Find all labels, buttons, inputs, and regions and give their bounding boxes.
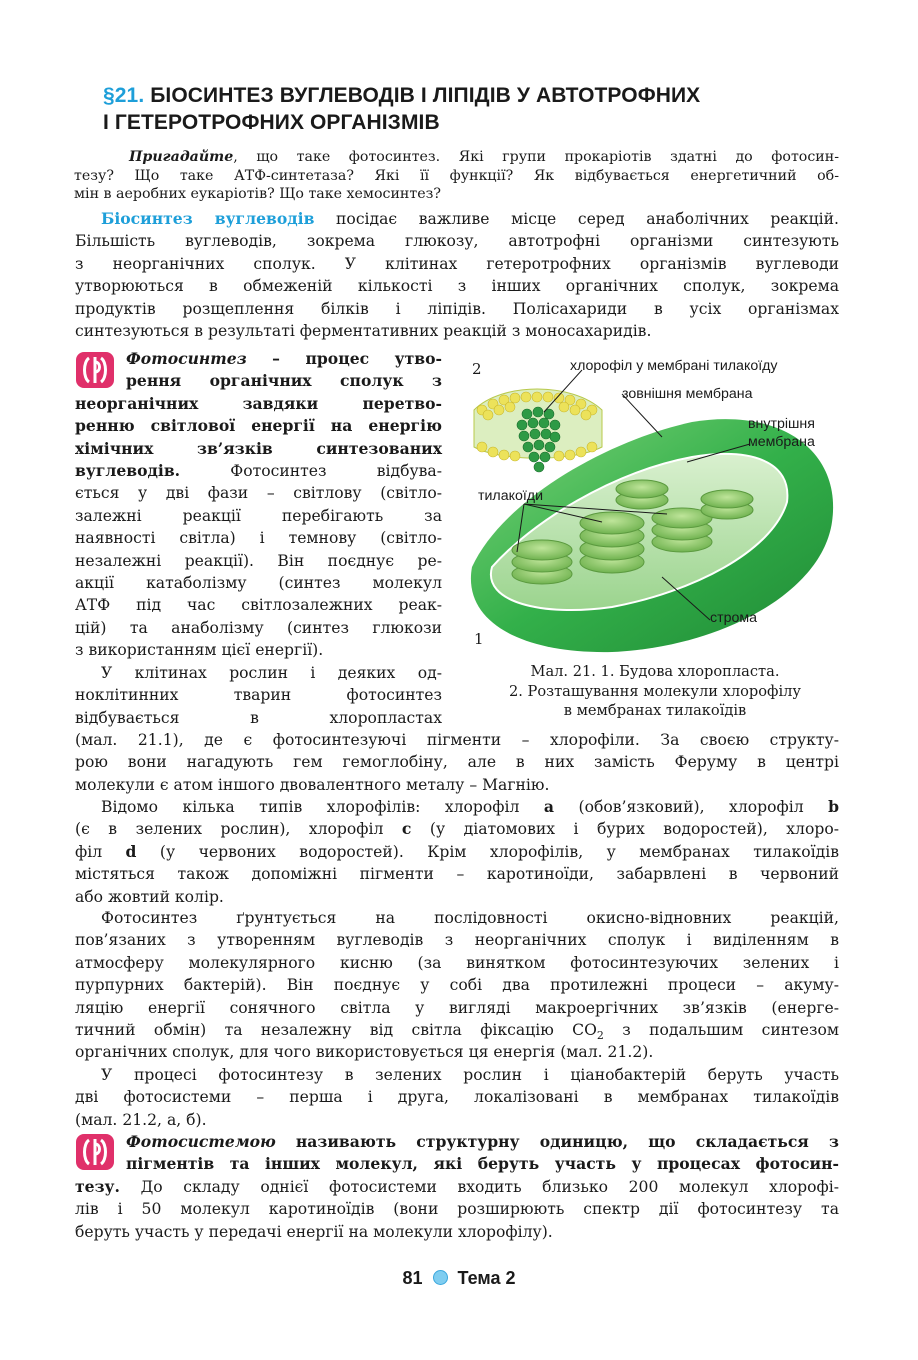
membrane-detail — [474, 389, 602, 472]
definition-text: вуглеводів. — [75, 461, 181, 481]
label-outer-membrane: зовнішня мембрана — [622, 386, 753, 402]
section-number: §21. — [103, 84, 145, 107]
body-text: ляцію енергії сонячного світла у вигляді макроергічних зв’язків (енерге- — [75, 998, 839, 1017]
definition-text: рення органічних сполук з — [126, 371, 442, 391]
label-stroma: строма — [710, 610, 758, 626]
caption-line: Мал. 21. 1. Будова хлоропласта. — [530, 663, 780, 680]
body-text: філ — [75, 842, 126, 861]
body-text: До складу однієї фотосистеми входить близько 200 молекул хлорофі- — [119, 1177, 839, 1196]
intro-line: Більшість вуглеводів, зокрема глюкозу, автотрофні організми синтезують — [75, 232, 839, 251]
label-inner-membrane-1: внутрішня — [748, 416, 815, 432]
intro-line: синтезуються в результаті ферментативних реакцій з моносахаридів. — [75, 322, 652, 341]
body-text: (мал. 21.1), де є фотосинтезуючі пігменти – хлорофіли. За своєю структу- — [75, 731, 839, 749]
chlorophyll-c: c — [401, 819, 412, 839]
body-text: органічних сполук, для чого використовується ця енергія (мал. 21.2). — [75, 1043, 654, 1062]
body-text: атмосферу молекулярного кисню (за винятком фотосинтезуючих зелених і — [75, 953, 839, 972]
body-text: залежні реакції перебігають за — [75, 506, 442, 525]
label-inner-membrane-2: мембрана — [748, 434, 815, 450]
body-text: (є в зелених рослин), хлорофіл — [75, 820, 402, 839]
body-text: дві фотосистеми – перша і друга, локалізовані в мембранах тилакоїдів — [75, 1088, 839, 1107]
caption-line: 2. Розташування молекули хлорофілу — [508, 682, 802, 700]
chloroplast-figure — [462, 352, 848, 662]
photosynthesis-definition — [75, 348, 442, 729]
title-line-1: БІОСИНТЕЗ ВУГЛЕВОДІВ І ЛІПІДІВ У АВТОТРОФНИХ — [150, 84, 701, 107]
body-text: містяться також допоміжні пігменти – каротиноїди, забарвлені в червоний — [75, 865, 839, 884]
definition-text: хімічних зв’язків синтезованих — [75, 438, 442, 458]
recall-lead: Пригадайте — [129, 149, 234, 165]
body-text: Відомо кілька типів хлорофілів: хлорофіл — [101, 798, 544, 816]
intro-line: з неорганічних сполук. У клітинах гетеротрофних організмів вуглеводи — [75, 254, 839, 273]
body-text: незалежні реакції). Він поєднує ре- — [75, 551, 442, 570]
chlorophyll-types-paragraph — [75, 796, 839, 908]
body-text: (у червоних водоростей). Крім хлорофілів, у мембранах тилакоїдів — [136, 842, 839, 861]
definition-text: ренню світлової енергії на енергію — [75, 416, 442, 436]
label-chlorophyll: хлорофіл у мембрані тилакоїду — [570, 358, 778, 374]
definition-text: називають структурну одиницю, що складається з — [275, 1132, 839, 1151]
body-text: цій) та анаболізму (синтез глюкози — [75, 618, 442, 637]
body-text: ється у дві фази – світлову (світло- — [75, 484, 442, 503]
recall-line: мін в аеробних еукаріотів? Що таке хемосинтез? — [74, 186, 441, 203]
recall-line: тезу? Що таке АТФ-синтетаза? Які її функції? Як відбувається енергетичний об- — [74, 167, 839, 184]
chloroplast-paragraph — [75, 729, 839, 796]
topic-label: Тема 2 — [457, 1268, 516, 1288]
body-text: тичний обмін) та незалежну від світла фіксацію CO — [75, 1021, 597, 1040]
definition-text: пігментів та інших молекул, які беруть участь у процесах фотосин- — [126, 1154, 839, 1174]
body-text: АТФ під час світлозалежних реак- — [75, 596, 442, 615]
body-text: рою вони нагадують гем гемоглобіну, але в них замість Феруму в центрі — [75, 753, 839, 772]
body-text: У процесі фотосинтезу в зелених рослин і ціанобактерій беруть участь — [101, 1066, 839, 1084]
body-text: відбувається в хлоропластах — [75, 708, 442, 727]
photosystems-paragraph — [75, 1064, 839, 1131]
body-text: Фотосинтез ґрунтується на послідовності окисно-відновних реакцій, — [101, 909, 839, 927]
intro-line: посідає важливе місце серед анаболічних реакцій. — [314, 210, 839, 228]
body-text: Фотосинтез відбува- — [180, 462, 442, 481]
recall-line: , що таке фотосинтез. Які групи прокаріотів здатні до фотосин- — [233, 149, 839, 165]
figure-caption — [462, 662, 848, 721]
chlorophyll-a: a — [543, 797, 554, 816]
chlorophyll-d: d — [125, 841, 137, 861]
caption-line: в мембранах тилакоїдів — [563, 702, 747, 719]
intro-line: утворюються в обмеженій кількості з інших органічних сполук, зокрема — [75, 277, 839, 296]
body-text: з використанням цієї енергії). — [75, 641, 324, 660]
title-line-2: І ГЕТЕРОТРОФНИХ ОРГАНІЗМІВ — [103, 111, 440, 134]
page-number: 81 — [402, 1268, 423, 1288]
term-biosynthesis: Біосинтез вуглеводів — [101, 209, 315, 228]
photosystem-definition — [75, 1131, 839, 1243]
body-text: або жовтий колір. — [75, 887, 224, 906]
intro-line: продуктів розщеплення білків і ліпідів. Полісахариди в усіх організмах — [75, 299, 839, 318]
definition-text: тезу. — [75, 1176, 120, 1196]
body-text: ноклітинних тварин фотосинтез — [75, 686, 442, 705]
definition-text: – процес утво- — [246, 349, 442, 368]
definition-text: неорганічних завдяки перетво- — [75, 393, 442, 413]
page-footer — [0, 1268, 918, 1289]
section-title — [103, 82, 863, 136]
body-text: лів і 50 молекул каротиноїдів (вони розширюють спектр дії фотосинтезу та — [75, 1200, 839, 1219]
body-text: (мал. 21.2, а, б). — [75, 1110, 207, 1129]
body-text: з подальшим синтезом — [603, 1021, 839, 1040]
body-text: акції катаболізму (синтез молекул — [75, 574, 442, 593]
term-photosystem: Фотосистемою — [126, 1132, 276, 1151]
figure-number-2: 2 — [472, 360, 482, 378]
body-text: беруть участь у передачі енергії на молекули хлорофілу). — [75, 1222, 553, 1241]
figure-number-1: 1 — [474, 630, 484, 648]
body-text: У клітинах рослин і деяких од- — [101, 663, 442, 682]
subscript: 2 — [596, 1029, 604, 1043]
label-thylakoids: тилакоїди — [478, 488, 543, 504]
body-text: (обов’язковий), хлорофіл — [554, 798, 829, 816]
redox-paragraph — [75, 907, 839, 1064]
chlorophyll-b: b — [828, 797, 839, 816]
body-text: наявності світла) і темнову (світло- — [75, 529, 442, 548]
term-photosynthesis: Фотосинтез — [126, 349, 247, 368]
body-text: молекули є атом іншого двовалентного металу – Магнію. — [75, 775, 550, 794]
body-text: пов’язаних з утворенням вуглеводів з неорганічних сполук і виділенням в — [75, 931, 839, 950]
body-text: пурпурних бактерій). Він поєднує у собі два протилежні процеси – акуму- — [75, 976, 839, 995]
intro-paragraph — [75, 208, 839, 342]
footer-dot-icon — [433, 1270, 448, 1285]
body-text: (у діатомових і бурих водоростей), хлоро- — [411, 820, 839, 839]
recall-block — [74, 148, 839, 204]
